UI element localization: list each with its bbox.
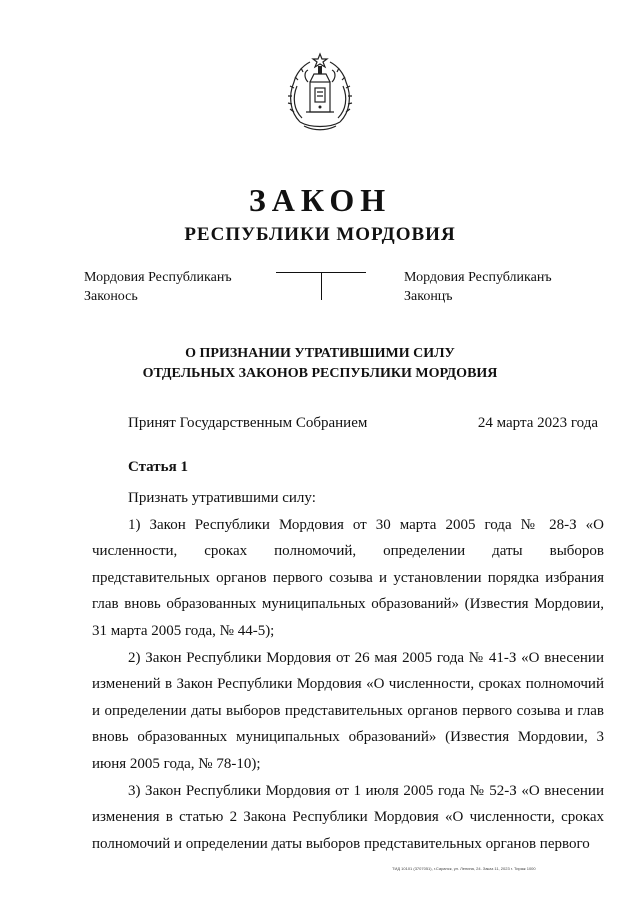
document-title-line: О ПРИЗНАНИИ УТРАТИВШИМИ СИЛУ [185, 346, 455, 361]
header-left-block [84, 268, 232, 306]
header-right-line: Мордовия Республиканъ [404, 270, 552, 285]
header-right-block [404, 268, 552, 306]
article-body [92, 485, 604, 857]
article-item: 1) Закон Республики Мордовия от 30 марта 2005 года № 28-З «О численности, сроках полномочий, определении даты выборов представительных органов первого созыва и установлении порядка избрания глав вновь образованных муниципальных образований» (Известия Мордовии, 31 марта 2005 года, № 44-5); [92, 516, 604, 639]
header-right-line: Законцъ [404, 289, 453, 304]
adopted-date: 24 марта 2023 года [477, 415, 598, 431]
coat-of-arms-icon [284, 52, 356, 132]
header-divider-vertical [321, 272, 322, 300]
article-heading: Статья 1 [128, 459, 188, 475]
header-left-line: Законось [84, 289, 138, 304]
law-subtitle: РЕСПУБЛИКИ МОРДОВИЯ [184, 224, 456, 245]
adopted-by: Принят Государственным Собранием [128, 415, 368, 431]
article-intro: Признать утратившими силу: [128, 490, 316, 506]
header-left-line: Мордовия Республиканъ [84, 270, 232, 285]
document-title [0, 344, 640, 384]
law-title: ЗАКОН [248, 182, 392, 218]
article-item: 2) Закон Республики Мордовия от 26 мая 2005 года № 41-З «О внесении изменений в Закон Республики Мордовия «О численности, сроках полномочий и определении даты выборов представительных органов первого созыва и глав вновь образованных муниципальных образований» (Известия Мордовии, 3 июня 2005 года, № 78-10); [92, 649, 604, 772]
document-title-line: ОТДЕЛЬНЫХ ЗАКОНОВ РЕСПУБЛИКИ МОРДОВИЯ [142, 366, 498, 381]
footer-imprint: ТИД 10101 (3707051), г.Саранск, ул. Ленина, 24. Заказ 11, 2023 г. Тираж 1000 [392, 866, 536, 871]
article-item: 3) Закон Республики Мордовия от 1 июля 2005 года № 52-З «О внесении изменения в статью 2 Закона Республики Мордовия «О численности, сроках полномочий и определении даты выборов представительных органов первого [92, 782, 604, 852]
